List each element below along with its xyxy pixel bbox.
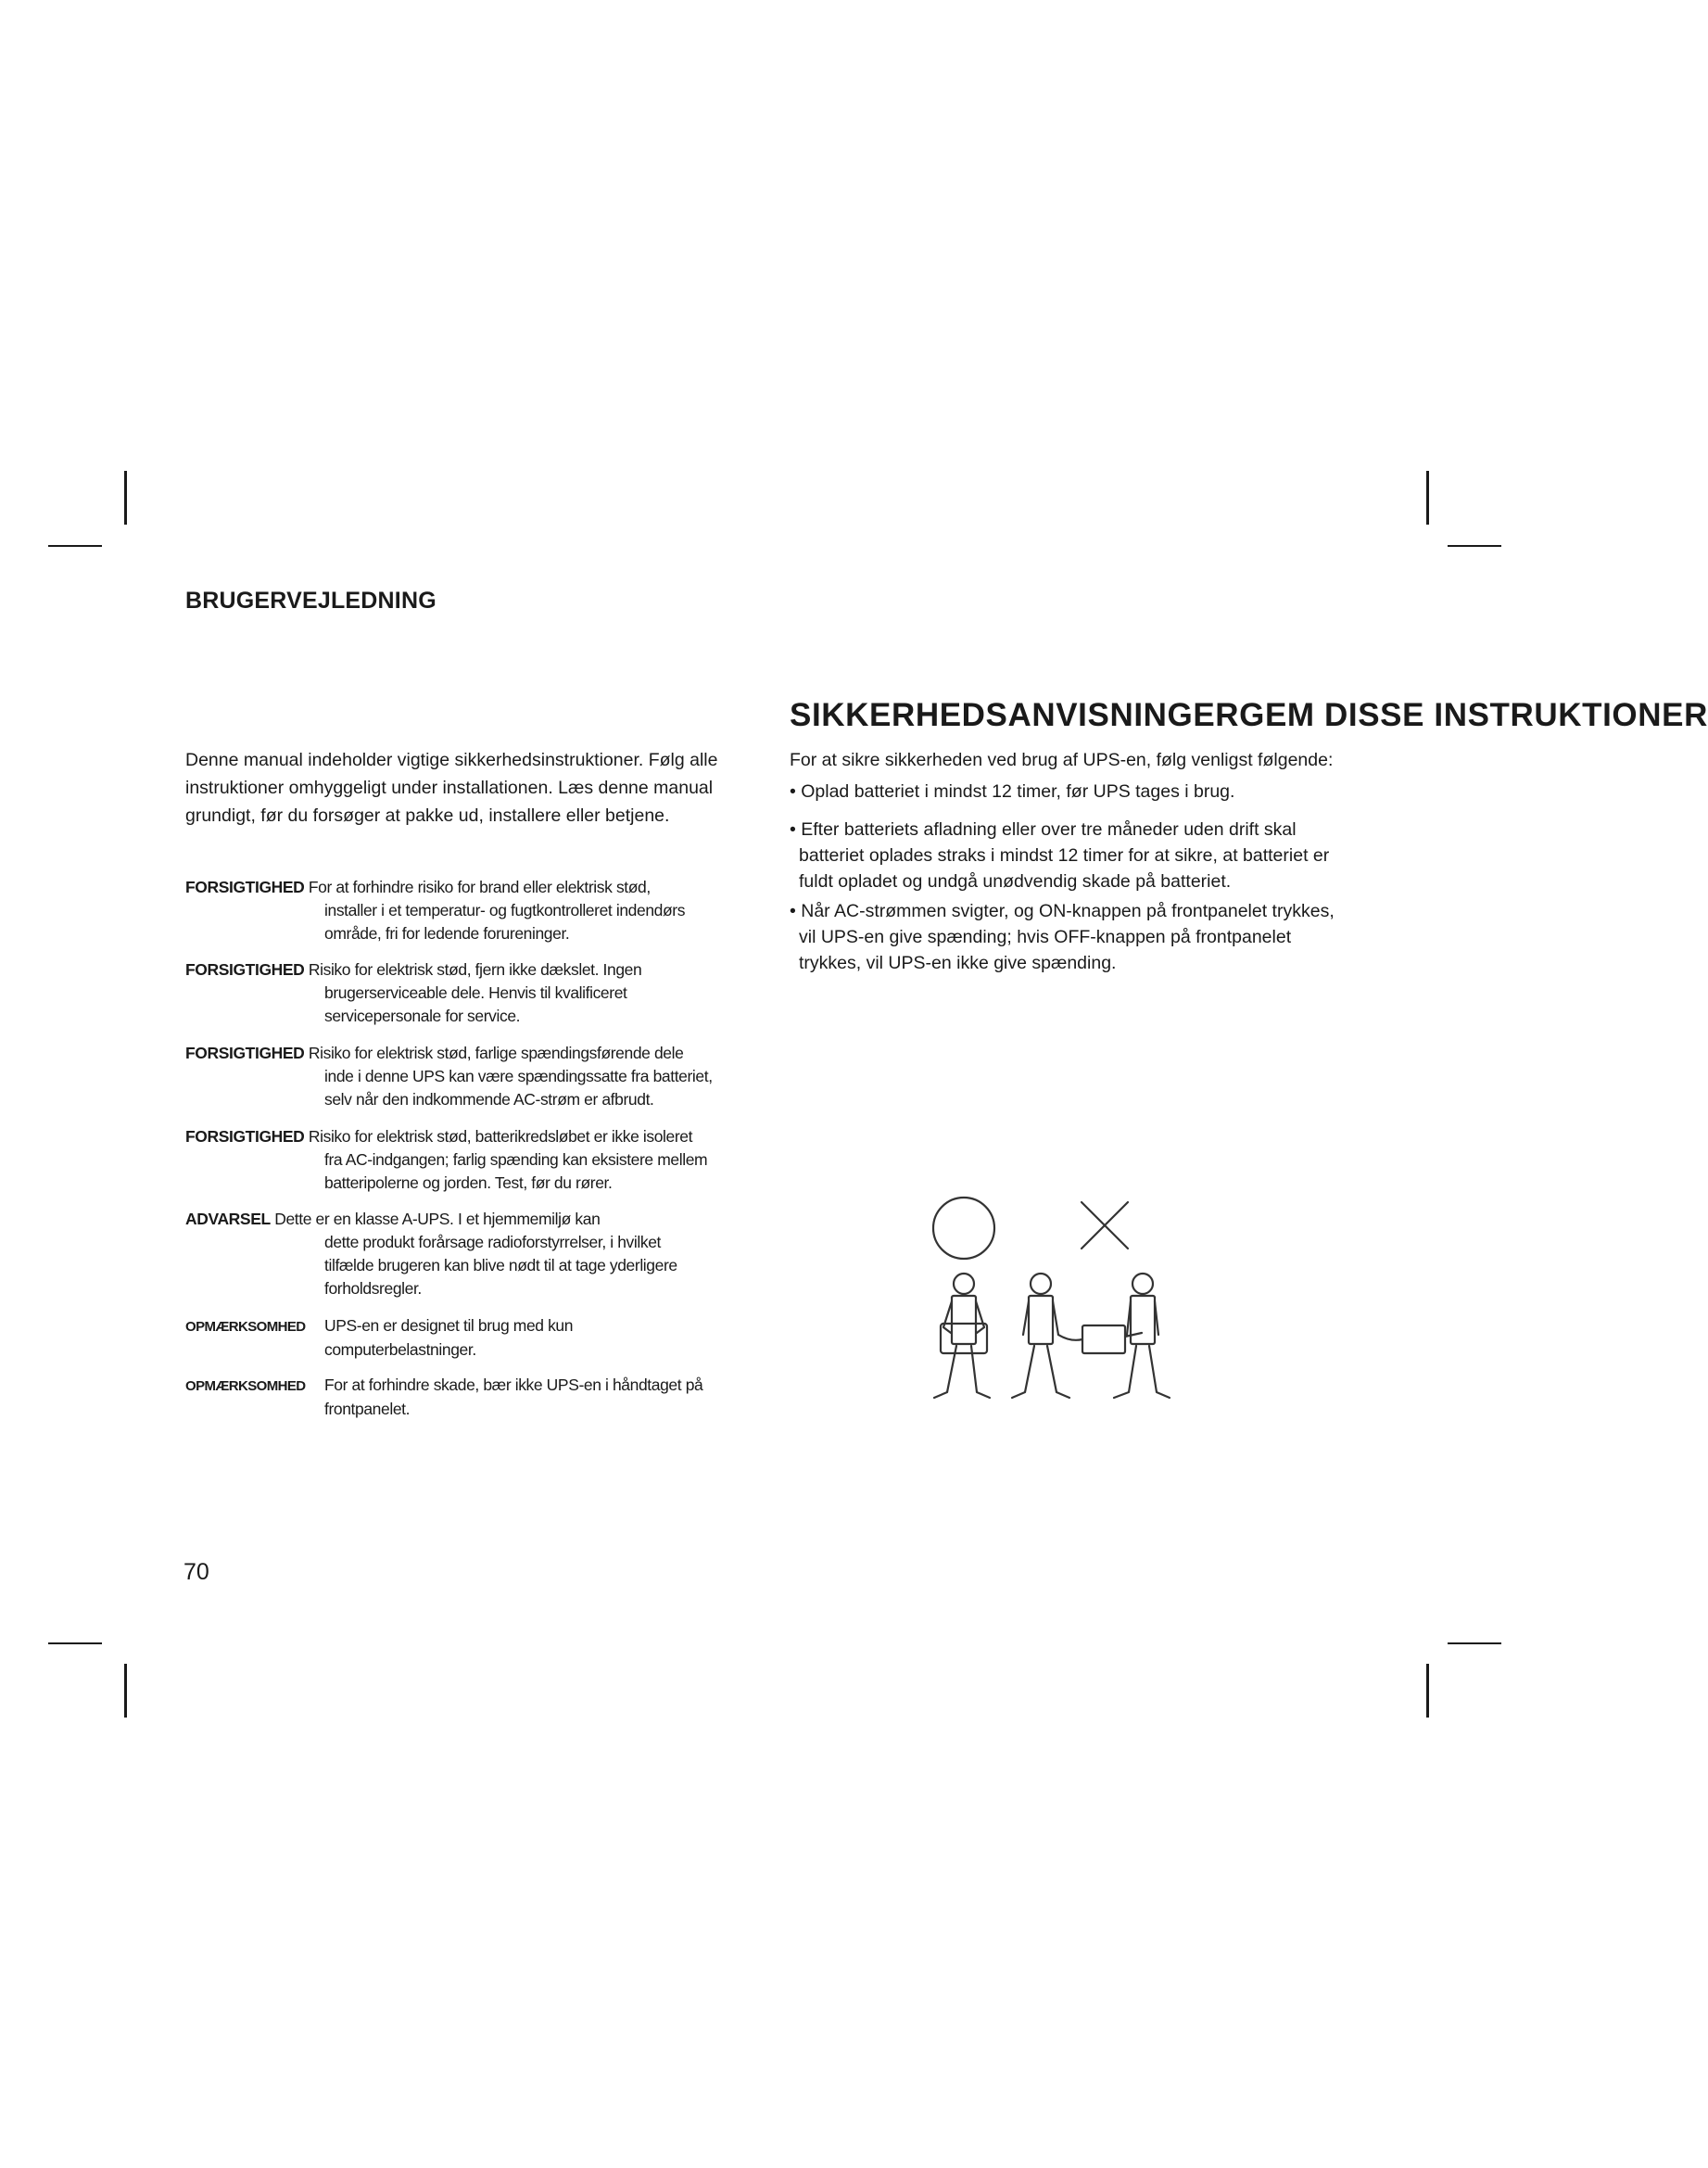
caution-label: FORSIGTIGHED [185, 960, 305, 979]
attention-text: For at forhindre skade, bær ikke UPS-en i håndtaget på [324, 1376, 703, 1394]
attention-label: OPMÆRKSOMHED [185, 1378, 306, 1394]
attention-2 [185, 1374, 778, 1421]
caution-text: brugerserviceable dele. Henvis til kvalificeret [324, 983, 627, 1002]
bullet-text: trykkes, vil UPS-en ikke give spænding. [799, 953, 1117, 973]
caution-4 [185, 1125, 778, 1195]
warning-text: Dette er en klasse A-UPS. I et hjemmemiljø kan [270, 1210, 601, 1228]
caution-1 [185, 876, 778, 945]
warning-text: dette produkt forårsage radioforstyrrelser, i hvilket [324, 1233, 662, 1251]
section-title: BRUGERVEJLEDNING [185, 588, 436, 614]
warning-text: forholdsregler. [324, 1279, 422, 1298]
bullet-text: • Oplad batteriet i mindst 12 timer, før UPS tages i brug. [790, 781, 1235, 802]
circle-icon [933, 1198, 994, 1259]
intro-paragraph [185, 746, 778, 830]
crop-mark-bottom-right-v [1426, 1664, 1429, 1718]
person-correct-icon [934, 1274, 990, 1398]
caution-label: FORSIGTIGHED [185, 1127, 305, 1146]
page-number: 70 [183, 1559, 209, 1585]
caution-3 [185, 1042, 778, 1111]
caution-text: Risiko for elektrisk stød, batterikredsløbet er ikke isoleret [304, 1127, 693, 1146]
caution-2 [185, 958, 778, 1028]
caution-text: inde i denne UPS kan være spændingssatte fra batteriet, [324, 1067, 713, 1085]
safety-bullet-2 [790, 817, 1383, 894]
attention-text: frontpanelet. [324, 1400, 411, 1418]
warning-class-a [185, 1208, 778, 1300]
caution-label: FORSIGTIGHED [185, 878, 305, 896]
attention-1 [185, 1314, 778, 1362]
caution-text: servicepersonale for service. [324, 1007, 521, 1025]
ups-box-icon [1082, 1325, 1125, 1353]
safety-title: SIKKERHEDSANVISNINGERGEM DISSE INSTRUKTIONER [790, 697, 1708, 733]
bullet-text: batteriet oplades straks i mindst 12 timer for at sikre, at batteriet er [799, 845, 1330, 866]
bullet-text: fuldt opladet og undgå unødvendig skade på batteriet. [799, 871, 1232, 892]
crop-mark-top-right-v [1426, 471, 1429, 525]
attention-label: OPMÆRKSOMHED [185, 1319, 306, 1335]
caution-text: område, fri for ledende forureninger. [324, 924, 570, 943]
safety-bullet-3 [790, 898, 1383, 976]
intro-line: Denne manual indeholder vigtige sikkerhedsinstruktioner. Følg alle [185, 750, 718, 770]
bullet-text: vil UPS-en give spænding; hvis OFF-knappen på frontpanelet [799, 927, 1292, 947]
caution-text: Risiko for elektrisk stød, fjern ikke dækslet. Ingen [304, 960, 642, 979]
crop-mark-bottom-left-v [124, 1664, 127, 1718]
caution-text: For at forhindre risiko for brand eller elektrisk stød, [304, 878, 651, 896]
caution-label: FORSIGTIGHED [185, 1044, 305, 1062]
warning-label: ADVARSEL [185, 1210, 271, 1228]
attention-text: UPS-en er designet til brug med kun [324, 1316, 574, 1335]
caution-text: batteripolerne og jorden. Test, før du rører. [324, 1173, 613, 1192]
caution-text: fra AC-indgangen; farlig spænding kan eksistere mellem [324, 1150, 708, 1169]
crop-mark-top-left-v [124, 471, 127, 525]
crop-mark-bottom-left-h [48, 1642, 102, 1644]
bullet-text: • Når AC-strømmen svigter, og ON-knappen på frontpanelet trykkes, [790, 901, 1335, 921]
warning-text: tilfælde brugeren kan blive nødt til at tage yderligere [324, 1256, 677, 1274]
attention-text: computerbelastninger. [324, 1340, 476, 1359]
caution-text: selv når den indkommende AC-strøm er afbrudt. [324, 1090, 654, 1109]
caution-text: Risiko for elektrisk stød, farlige spændingsførende dele [304, 1044, 684, 1062]
crop-mark-top-left-h [48, 545, 102, 547]
caution-text: installer i et temperatur- og fugtkontrolleret indendørs [324, 901, 686, 919]
crop-mark-top-right-h [1448, 545, 1501, 547]
bullet-text: • Efter batteriets afladning eller over tre måneder uden drift skal [790, 819, 1297, 840]
safety-lead: For at sikre sikkerheden ved brug af UPS-en, følg venligst følgende: [790, 750, 1334, 770]
intro-line: grundigt, før du forsøger at pakke ud, installere eller betjene. [185, 805, 670, 826]
person-helper-icon [1114, 1274, 1170, 1398]
safety-bullet-1 [790, 779, 1383, 805]
cross-icon [1082, 1202, 1128, 1249]
carrying-illustration [908, 1186, 1186, 1427]
crop-mark-bottom-right-h [1448, 1642, 1501, 1644]
intro-line: instruktioner omhyggeligt under installationen. Læs denne manual [185, 778, 714, 798]
